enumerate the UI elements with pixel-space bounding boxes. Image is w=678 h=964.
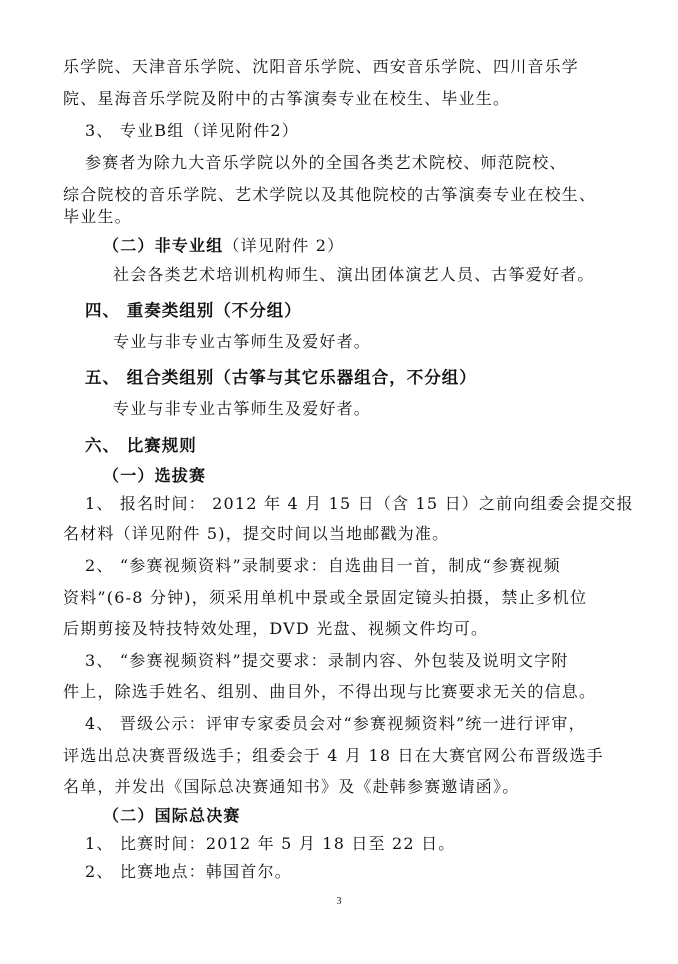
text-line: 专业与非专业古筝师生及爱好者。	[113, 332, 372, 351]
subsection-heading: （一）选拔赛	[103, 466, 207, 485]
subsection-note: （详见附件 2）	[223, 236, 345, 255]
subsection-heading	[103, 236, 344, 256]
list-item: 4、 晋级公示：评审专家委员会对“参赛视频资料”统一进行评审，	[85, 714, 586, 733]
list-item: 3、 “参赛视频资料”提交要求：录制内容、外包装及说明文字附	[85, 651, 569, 670]
text-line: 乐学院、天津音乐学院、沈阳音乐学院、西安音乐学院、四川音乐学	[63, 57, 580, 76]
subsection-title: （二）非专业组	[103, 236, 224, 255]
text-line: 名单，并发出《国际总决赛通知书》及《赴韩参赛邀请函》。	[63, 777, 520, 796]
text-line: 院、星海音乐学院及附中的古筝演奏专业在校生、毕业生。	[63, 89, 511, 108]
text-line: 后期剪接及特技特效处理，DVD 光盘、视频文件均可。	[63, 619, 489, 638]
text-line: 社会各类艺术培训机构师生、演出团体演艺人员、古筝爱好者。	[113, 265, 595, 284]
page-number: 3	[336, 896, 342, 907]
text-line: 综合院校的音乐学院、艺术学院以及其他院校的古筝演奏专业在校生、	[63, 185, 597, 204]
section-heading: 五、 组合类组别（古筝与其它乐器组合，不分组）	[85, 368, 477, 387]
list-item: 1、 报名时间： 2012 年 4 月 15 日（含 15 日）之前向组委会提交报	[85, 494, 634, 513]
text-line: 名材料（详见附件 5)，提交时间以当地邮戳为准。	[63, 524, 450, 543]
text-line: 毕业生。	[63, 207, 132, 226]
text-line: 专业与非专业古筝师生及爱好者。	[113, 399, 372, 418]
list-item: 3、 专业B组（详见附件2）	[85, 121, 300, 140]
section-heading: 四、 重奏类组别（不分组）	[85, 301, 302, 320]
list-item: 1、 比赛时间：2012 年 5 月 18 日至 22 日。	[85, 834, 456, 853]
text-line: 评选出总决赛晋级选手；组委会于 4 月 18 日在大赛官网公布晋级选手	[63, 746, 604, 765]
list-item: 2、 “参赛视频资料”录制要求：自选曲目一首，制成“参赛视频	[85, 556, 561, 575]
text-line: 资料”(6-8 分钟)，须采用单机中景或全景固定镜头拍摄，禁止多机位	[63, 588, 588, 607]
text-line: 参赛者为除九大音乐学院以外的全国各类艺术院校、师范院校、	[85, 153, 567, 172]
section-heading: 六、 比赛规则	[85, 436, 197, 455]
text-line: 件上，除选手姓名、组别、曲目外，不得出现与比赛要求无关的信息。	[63, 682, 597, 701]
list-item: 2、 比赛地点：韩国首尔。	[85, 862, 292, 881]
subsection-heading: （二）国际总决赛	[103, 806, 241, 825]
